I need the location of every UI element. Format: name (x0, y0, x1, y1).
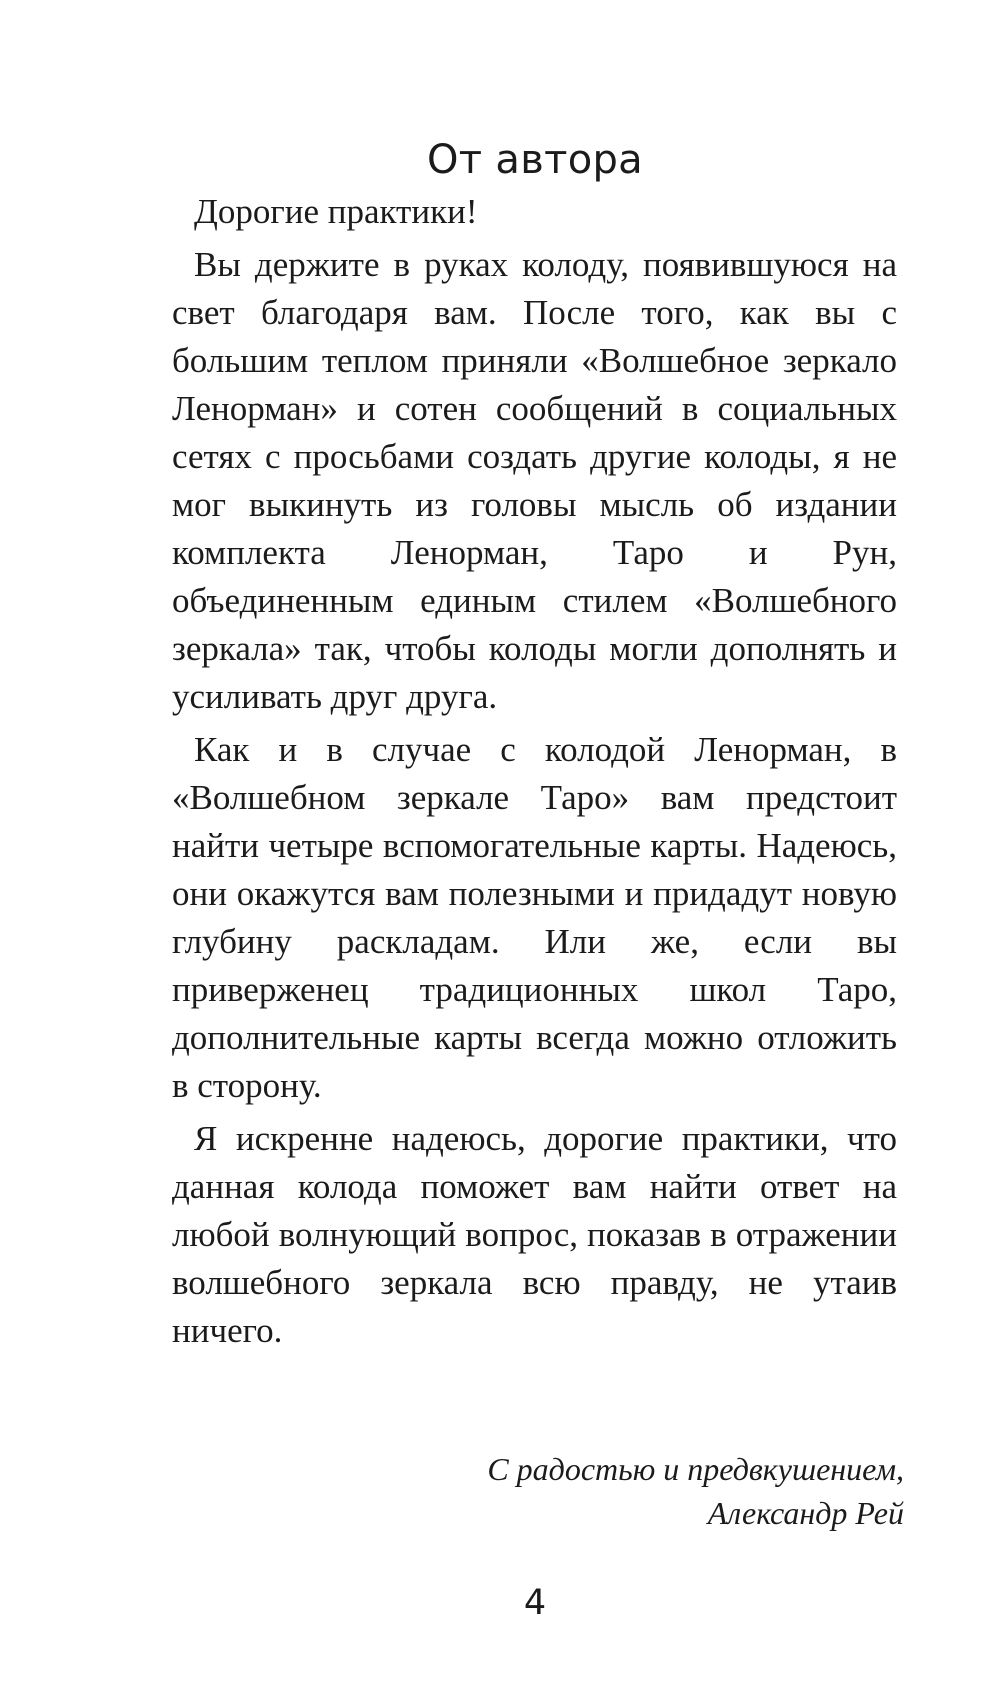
signature-author: Александр Рей (707, 1495, 904, 1531)
paragraph-2: Как и в случае с колодой Ленорман, в «Волшебном зеркале Таро» вам предстоит найти четыре вспомогательные карты. Надеюсь, они окажутся вам полезными и придадут новую глубину раскладам. Или же, если вы приверженец традиционных школ Таро, дополнительные карты всегда можно отложить в сторону. (172, 730, 897, 1105)
signature (264, 1447, 904, 1535)
paragraph-3: Я искренне надеюсь, дорогие практики, что данная колода поможет вам найти ответ на любой волнующий вопрос, показав в отражении волшебного зеркала всю правду, не утаив ничего. (172, 1119, 897, 1350)
paragraph-1: Вы держите в руках колоду, появившуюся на свет благодаря вам. После того, как вы с большим теплом приняли «Волшебное зеркало Ленорман» и сотен сообщений в социальных сетях с просьбами создать другие колоды, я не мог выкинуть из головы мысль об издании комплекта Ленорман, Таро и Рун, объединенным единым стилем «Волшебного зеркала» так, чтобы колоды могли дополнять и усиливать друг друга. (172, 245, 897, 716)
page-title: От автора (427, 137, 643, 183)
signature-closing: С радостью и предвкушением, (487, 1451, 904, 1487)
page-number: 4 (523, 1583, 547, 1623)
body-text (172, 188, 897, 1360)
salutation: Дорогие практики! (194, 192, 478, 231)
